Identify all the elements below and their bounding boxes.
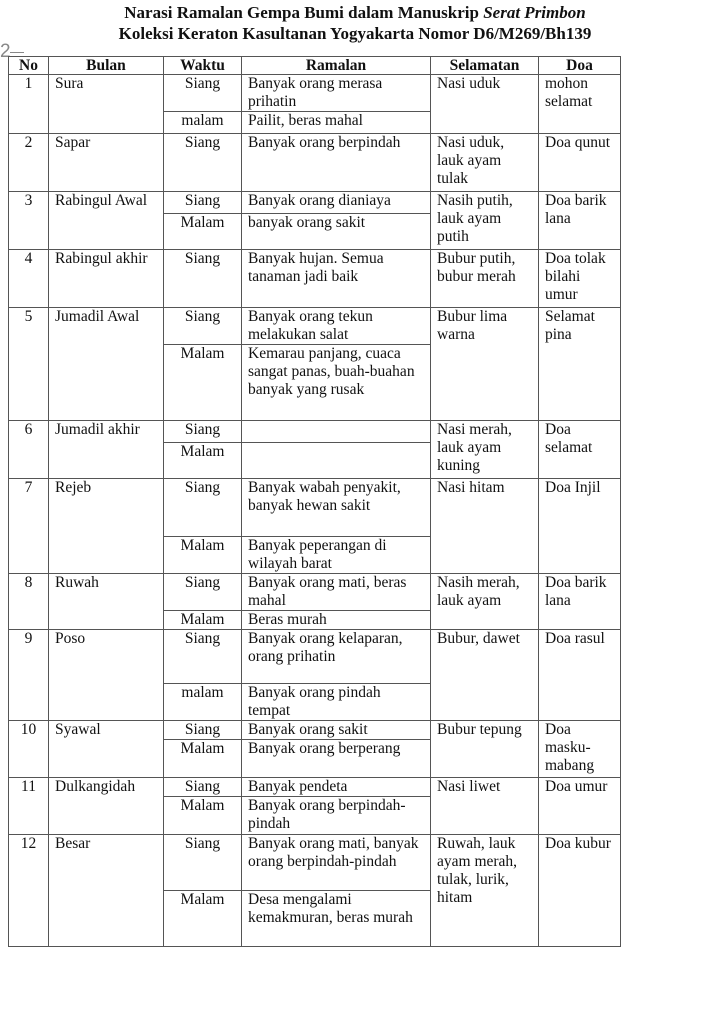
selamatan-cell: Nasi liwet xyxy=(431,778,539,835)
selamatan-cell: Nasih merah, lauk ayam xyxy=(431,574,539,630)
row-number: 2 xyxy=(9,134,49,192)
month-cell: Ruwah xyxy=(49,574,164,630)
header-waktu: Waktu xyxy=(164,57,242,75)
table-row xyxy=(9,479,621,537)
page-number: 2 xyxy=(0,41,11,62)
ramalan-cell: Desa mengalami kemakmuran, beras murah xyxy=(242,891,431,947)
ramalan-cell: Banyak orang berpindah-pindah xyxy=(242,797,431,835)
waktu-cell: Siang xyxy=(164,134,242,192)
header-doa: Doa xyxy=(539,57,621,75)
ramalan-cell: Banyak orang berpindah xyxy=(242,134,431,192)
waktu-cell: Siang xyxy=(164,835,242,891)
waktu-cell: Malam xyxy=(164,891,242,947)
row-number: 12 xyxy=(9,835,49,947)
manuscript-name: Serat Primbon xyxy=(483,3,586,22)
selamatan-cell: Bubur lima warna xyxy=(431,308,539,421)
table-row xyxy=(9,574,621,611)
waktu-cell: Malam xyxy=(164,443,242,479)
title-text: Narasi Ramalan Gempa Bumi dalam Manuskrip xyxy=(124,3,484,22)
month-cell: Poso xyxy=(49,630,164,721)
ramalan-cell: Pailit, beras mahal xyxy=(242,112,431,134)
table-row xyxy=(9,308,621,345)
ramalan-cell: Banyak orang sakit xyxy=(242,721,431,740)
header-no: No xyxy=(9,57,49,75)
table-row xyxy=(9,421,621,443)
row-number: 6 xyxy=(9,421,49,479)
ramalan-cell: Banyak orang dianiaya xyxy=(242,192,431,214)
selamatan-cell: Nasi uduk xyxy=(431,75,539,134)
ramalan-cell: Banyak peperangan di wilayah barat xyxy=(242,537,431,574)
month-cell: Syawal xyxy=(49,721,164,778)
waktu-cell: Siang xyxy=(164,308,242,345)
header-bulan: Bulan xyxy=(49,57,164,75)
ramalan-cell: Banyak orang tekun melakukan salat xyxy=(242,308,431,345)
row-number: 7 xyxy=(9,479,49,574)
selamatan-cell: Ruwah, lauk ayam merah, tulak, lurik, hitam xyxy=(431,835,539,947)
table-row xyxy=(9,192,621,214)
ramalan-cell xyxy=(242,443,431,479)
waktu-cell: malam xyxy=(164,112,242,134)
selamatan-cell: Bubur tepung xyxy=(431,721,539,778)
waktu-cell: Siang xyxy=(164,75,242,112)
month-cell: Besar xyxy=(49,835,164,947)
selamatan-cell: Nasi uduk, lauk ayam tulak xyxy=(431,134,539,192)
doa-cell: Doa qunut xyxy=(539,134,621,192)
month-cell: Rejeb xyxy=(49,479,164,574)
ramalan-cell: Banyak hujan. Semua tanaman jadi baik xyxy=(242,250,431,308)
selamatan-cell: Bubur putih, bubur merah xyxy=(431,250,539,308)
waktu-cell: Malam xyxy=(164,537,242,574)
ramalan-cell: Banyak orang kelaparan, orang prihatin xyxy=(242,630,431,684)
waktu-cell: Malam xyxy=(164,611,242,630)
doa-cell: Doa barik lana xyxy=(539,574,621,630)
doa-cell: Selamat pina xyxy=(539,308,621,421)
ramalan-cell: Banyak orang mati, beras mahal xyxy=(242,574,431,611)
table-row xyxy=(9,835,621,891)
waktu-cell: Siang xyxy=(164,778,242,797)
document-title-line-1 xyxy=(0,2,710,24)
waktu-cell: Malam xyxy=(164,214,242,250)
table-row xyxy=(9,134,621,192)
row-number: 11 xyxy=(9,778,49,835)
month-cell: Rabingul Awal xyxy=(49,192,164,250)
row-number: 10 xyxy=(9,721,49,778)
selamatan-cell: Nasi hitam xyxy=(431,479,539,574)
waktu-cell: Siang xyxy=(164,721,242,740)
ramalan-cell xyxy=(242,421,431,443)
table-header-row xyxy=(9,57,621,75)
month-cell: Rabingul akhir xyxy=(49,250,164,308)
month-cell: Sapar xyxy=(49,134,164,192)
header-ramalan: Ramalan xyxy=(242,57,431,75)
table-body xyxy=(9,75,621,947)
doa-cell: Doa selamat xyxy=(539,421,621,479)
month-cell: Jumadil Awal xyxy=(49,308,164,421)
month-cell: Jumadil akhir xyxy=(49,421,164,479)
month-cell: Dulkangidah xyxy=(49,778,164,835)
ramalan-cell: Banyak orang merasa prihatin xyxy=(242,75,431,112)
page-number-rule xyxy=(10,52,24,53)
selamatan-cell: Nasi merah, lauk ayam kuning xyxy=(431,421,539,479)
ramalan-cell: Banyak orang berperang xyxy=(242,740,431,778)
row-number: 1 xyxy=(9,75,49,134)
doa-cell: Doa kubur xyxy=(539,835,621,947)
row-number: 4 xyxy=(9,250,49,308)
doa-cell: Doa barik lana xyxy=(539,192,621,250)
table-row xyxy=(9,75,621,112)
waktu-cell: Siang xyxy=(164,250,242,308)
ramalan-cell: banyak orang sakit xyxy=(242,214,431,250)
document-title-line-2: Koleksi Keraton Kasultanan Yogyakarta Nomor D6/M269/Bh139 xyxy=(118,24,592,43)
waktu-cell: malam xyxy=(164,684,242,721)
waktu-cell: Siang xyxy=(164,421,242,443)
waktu-cell: Siang xyxy=(164,192,242,214)
table-row xyxy=(9,250,621,308)
row-number: 8 xyxy=(9,574,49,630)
month-cell: Sura xyxy=(49,75,164,134)
earthquake-prophecy-table xyxy=(8,56,621,947)
header-selamatan: Selamatan xyxy=(431,57,539,75)
waktu-cell: Malam xyxy=(164,797,242,835)
waktu-cell: Siang xyxy=(164,574,242,611)
ramalan-cell: Banyak orang mati, banyak orang berpindah-pindah xyxy=(242,835,431,891)
doa-cell: mohon selamat xyxy=(539,75,621,134)
row-number: 9 xyxy=(9,630,49,721)
doa-cell: Doa umur xyxy=(539,778,621,835)
ramalan-cell: Banyak orang pindah tempat xyxy=(242,684,431,721)
table-row xyxy=(9,630,621,684)
doa-cell: Doa rasul xyxy=(539,630,621,721)
waktu-cell: Malam xyxy=(164,740,242,778)
selamatan-cell: Nasih putih, lauk ayam putih xyxy=(431,192,539,250)
waktu-cell: Malam xyxy=(164,345,242,421)
doa-cell: Doa Injil xyxy=(539,479,621,574)
table-row xyxy=(9,778,621,797)
waktu-cell: Siang xyxy=(164,630,242,684)
ramalan-cell: Banyak wabah penyakit, banyak hewan sakit xyxy=(242,479,431,537)
ramalan-cell: Beras murah xyxy=(242,611,431,630)
doa-cell: Doa tolak bilahi umur xyxy=(539,250,621,308)
ramalan-cell: Banyak pendeta xyxy=(242,778,431,797)
table-row xyxy=(9,721,621,740)
row-number: 3 xyxy=(9,192,49,250)
doa-cell: Doa masku-mabang xyxy=(539,721,621,778)
ramalan-cell: Kemarau panjang, cuaca sangat panas, buah-buahan banyak yang rusak xyxy=(242,345,431,421)
selamatan-cell: Bubur, dawet xyxy=(431,630,539,721)
row-number: 5 xyxy=(9,308,49,421)
waktu-cell: Siang xyxy=(164,479,242,537)
